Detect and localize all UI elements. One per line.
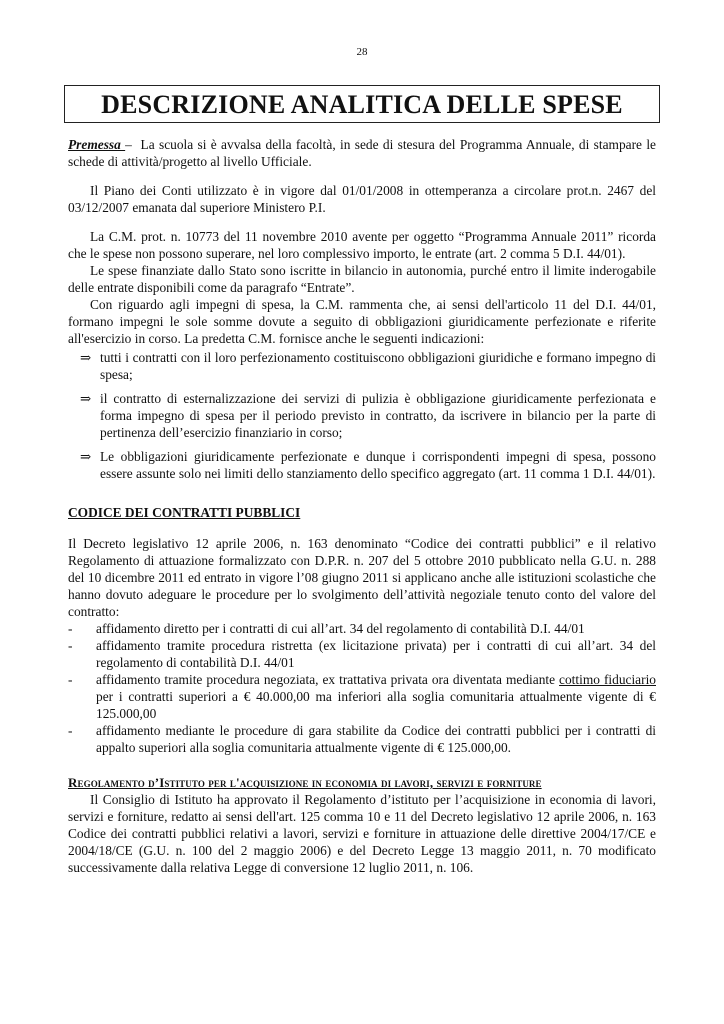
dash-bullet: -	[68, 672, 73, 687]
regolamento-paragraph: Il Consiglio di Istituto ha approvato il Regolamento d’istituto per l’acquisizione in economia di lavori, servizi e forniture, redatto ai sensi dell'art. 125 comma 10 e 11 del Decreto legislativo 12 aprile 2006, n. 163 Codice dei contratti pubblici relativi a lavori, servizi e forniture in attuazione delle direttive 2004/17/CE e 2004/18/CE (G.U. n. 100 del 2 maggio 2006) e del Decreto Legge 13 maggio 2011, n. 70 modificato successivamente dalla relativa Legge di conversione 12 luglio 2011, n. 106.	[68, 792, 656, 875]
list-item-text: Le obbligazioni giuridicamente perfezionate e dunque i corrispondenti impegni di spesa, possono essere assunte solo nei limiti dello stanziamento dello specifico aggregato (art. 11 comma 1 D.I. 44/01).	[100, 449, 656, 481]
spese-stato-paragraph: Le spese finanziate dallo Stato sono iscritte in bilancio in autonomia, purché entro il limite inderogabile delle entrate disponibili come da paragrafo “Entrate”.	[68, 263, 656, 295]
list-item-text: affidamento diretto per i contratti di cui all’art. 34 del regolamento di contabilità D.I. 44/01	[96, 621, 585, 636]
list-item-text-after: per i contratti superiori a € 40.000,00 ma inferiori alla soglia comunitaria attualmente vigente di € 125.000,00	[96, 689, 656, 721]
premessa-text: La scuola si è avvalsa della facoltà, in sede di stesura del Programma Annuale, di stampare le schede di attività/progetto al livello Ufficiale.	[68, 137, 656, 169]
premessa-dash: –	[125, 137, 132, 152]
codice-heading: CODICE DEI CONTRATTI PUBBLICI	[68, 505, 301, 520]
regolamento-heading: Regolamento d’Istituto per l'acquisizione in economia di lavori, servizi e forniture	[68, 775, 542, 790]
dash-bullet: -	[68, 723, 73, 738]
list-item-text-before: affidamento tramite procedura negoziata, ex trattativa privata ora diventata mediante	[96, 672, 560, 687]
circolare-paragraph: La C.M. prot. n. 10773 del 11 novembre 2010 avente per oggetto “Programma Annuale 2011” ricorda che le spese non possono superare, nel loro complessivo importo, le entrate (art. 2 comma 5 D.I. 44/01).	[68, 229, 656, 261]
list-item	[68, 448, 656, 482]
list-item	[68, 349, 656, 383]
list-item-text: tutti i contratti con il loro perfezionamento costituiscono obbligazioni giuridiche e formano impegno di spesa;	[100, 350, 656, 382]
title-box	[64, 85, 660, 123]
list-item	[68, 390, 656, 441]
cottimo-fiduciario-text: cottimo fiduciario	[559, 672, 656, 687]
premessa-paragraph	[68, 136, 656, 170]
codice-intro: Il Decreto legislativo 12 aprile 2006, n. 163 denominato “Codice dei contratti pubblici” e il relativo Regolamento di attuazione formalizzato con D.P.R. n. 207 del 5 ottobre 2010 pubblicato nella G.U. n. 288 del 10 dicembre 2011 ed entrato in vigore l’08 giugno 2011 si applicano anche alle istituzioni scolastiche che hanno dovuto adeguare le procedure per lo svolgimento dell’attività negoziale tenuto conto del valore del contratto:	[68, 536, 656, 619]
piano-conti-paragraph: Il Piano dei Conti utilizzato è in vigore dal 01/01/2008 in ottemperanza a circolare prot.n. 2467 del 03/12/2007 emanata dal superiore Ministero P.I.	[68, 183, 656, 215]
dash-bullet: -	[68, 621, 73, 636]
arrow-right-icon: ⇒	[80, 391, 92, 406]
list-item	[68, 671, 656, 722]
page-number: 28	[356, 46, 368, 58]
premessa-label: Premessa	[68, 137, 126, 152]
list-item-text: affidamento tramite procedura ristretta (ex licitazione privata) per i contratti di cui all’art. 34 del regolamento di contabilità D.I. 44/01	[96, 638, 656, 670]
list-item-text: il contratto di esternalizzazione dei servizi di pulizia è obbligazione giuridicamente perfezionata e forma impegno di spesa per il periodo previsto in contratto, da iscrivere in bilancio per la parte di pertinenza dell’esercizio finanziario in corso;	[100, 391, 656, 440]
document-body	[68, 136, 656, 876]
list-item	[68, 620, 656, 637]
arrow-right-icon: ⇒	[80, 350, 92, 365]
list-item	[68, 722, 656, 756]
arrow-right-icon: ⇒	[80, 449, 92, 464]
impegni-paragraph: Con riguardo agli impegni di spesa, la C.M. rammenta che, ai sensi dell'articolo 11 del D.I. 44/01, formano impegni le sole somme dovute a seguito di obbligazioni giuridicamente perfezionate e riferite all'esercizio in corso. La predetta C.M. fornisce anche le seguenti indicazioni:	[68, 297, 656, 346]
dash-bullet: -	[68, 638, 73, 653]
list-item	[68, 637, 656, 671]
page-title: DESCRIZIONE ANALITICA DELLE SPESE	[101, 89, 623, 119]
list-item-text: affidamento mediante le procedure di gara stabilite da Codice dei contratti pubblici per i contratti di appalto superiori alla soglia comunitaria attualmente vigente di € 125.000,00.	[96, 723, 656, 755]
